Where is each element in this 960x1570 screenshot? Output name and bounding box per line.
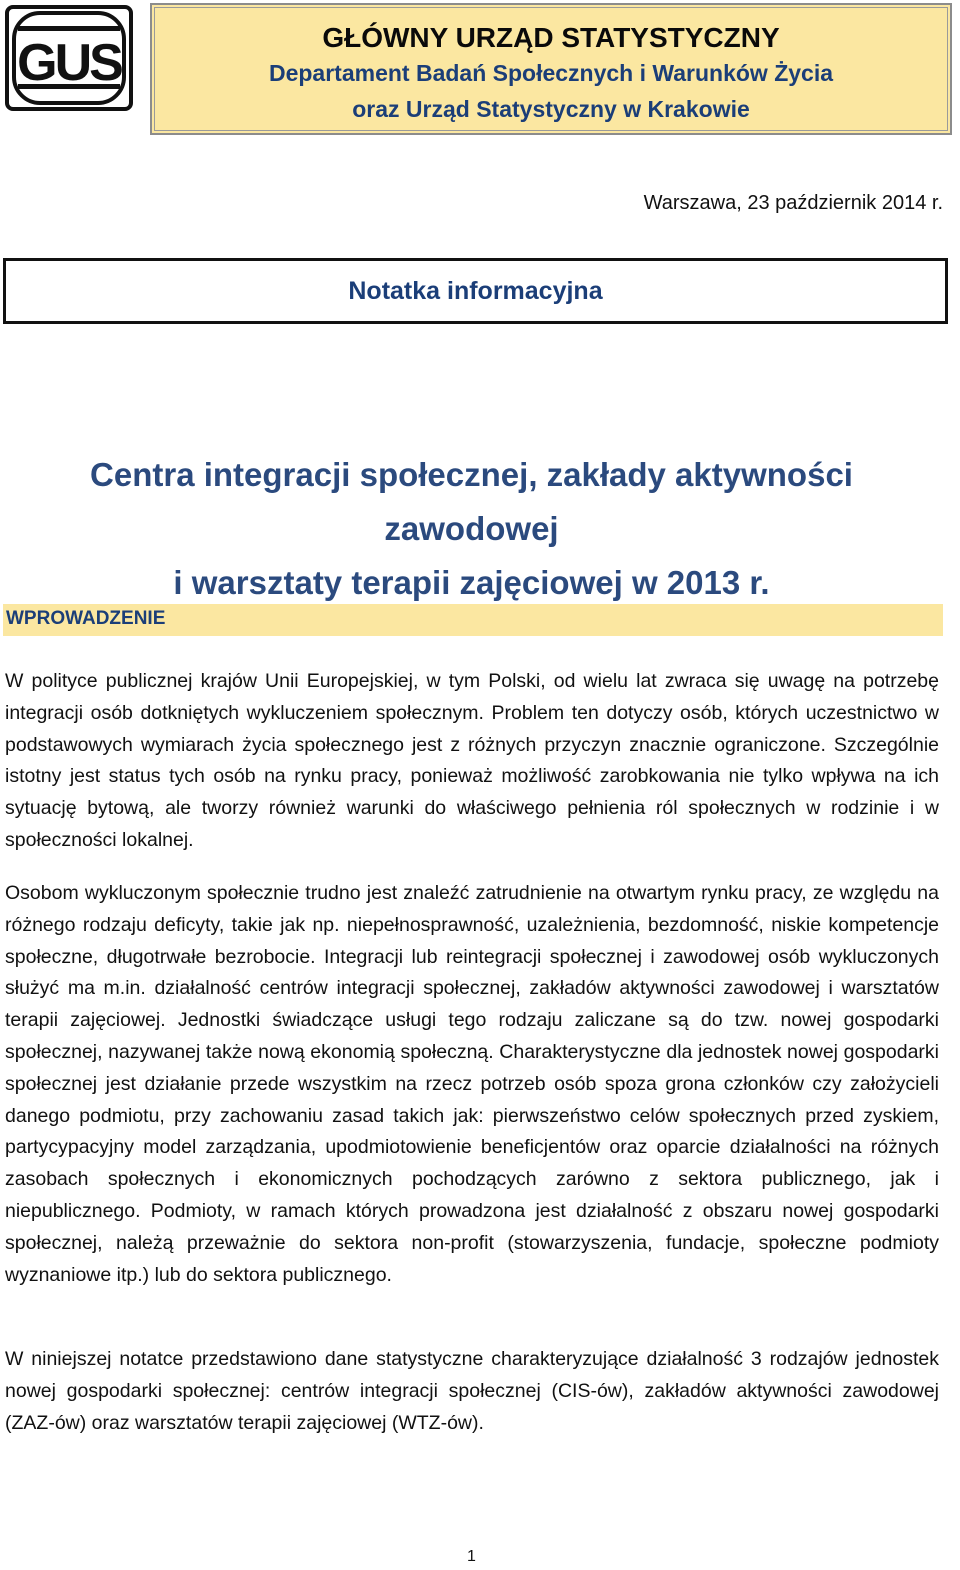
document-title-line2: i warsztaty terapii zajęciowej w 2013 r. [173,564,770,601]
gus-logo-icon [4,4,134,112]
section-heading: WPROWADZENIE [3,604,943,636]
document-title [0,448,943,610]
document-date: Warszawa, 23 październik 2014 r. [643,192,943,214]
logo-text: GUS [17,34,121,92]
header-subtitle-line2: oraz Urząd Statystyczny w Krakowie [352,96,750,122]
page-number: 1 [467,1548,476,1565]
header-title: GŁÓWNY URZĄD STATYSTYCZNY [322,22,780,53]
document-title-line1: Centra integracji społecznej, zakłady aktywności zawodowej [90,456,853,547]
header-subtitle-line1: Departament Badań Społecznych i Warunków Życia [268,60,834,86]
note-label: Notatka informacyjna [3,258,948,324]
header-banner [150,3,952,135]
paragraph-1: W polityce publicznej krajów Unii Europejskiej, w tym Polski, od wielu lat zwraca się uwagę na potrzebę integracji osób dotkniętych wykluczeniem społecznym. Problem ten dotyczy osób, których uczestnictwo w podstawowych wymiarach życia społecznego jest z różnych przyczyn znacznie ograniczone. Szczególnie istotny jest status tych osób na rynku pracy, ponieważ możliwość zarobkowania nie tylko wpływa na ich sytuację bytową, ale tworzy również warunki do właściwego pełnienia ról społecznych w rodzinie i w społeczności lokalnej. [5,670,939,851]
paragraph-2: Osobom wykluczonym społecznie trudno jest znaleźć zatrudnienie na otwartym rynku pracy, ze względu na różnego rodzaju deficyty, takie jak np. niepełnosprawność, uzależnienia, bezdomność, niskie kompetencje społeczne, długotrwałe bezrobocie. Integracji lub reintegracji społecznej i zawodowej osób wykluczonych służyć ma m.in. działalność centrów integracji społecznej, zakładów aktywności zawodowej i warsztatów terapii zajęciowej. Jednostki świadczące usługi tego rodzaju zaliczane są do tzw. nowej gospodarki społecznej, nazywanej także nową ekonomią społeczną. Charakterystyczne dla jednostek nowej gospodarki społecznej jest działanie przede wszystkim na rzecz potrzeb osób spoza grona członków czy założycieli danego podmiotu, przy zachowaniu zasad takich jak: pierwszeństwo celów społecznych przed zyskiem, partycypacyjny model zarządzania, upodmiotowienie beneficjentów oraz oparcie działalności na różnych zasobach społecznych i ekonomicznych pochodzących zarówno z sektora publicznego, jak i niepublicznego. Podmioty, w ramach których prowadzona jest działalność z obszaru nowej gospodarki społecznej, należą przeważnie do sektora non-profit (stowarzyszenia, fundacje, społeczne podmioty wyznaniowe itp.) lub do sektora publicznego. [5,882,939,1286]
paragraph-3: W niniejszej notatce przedstawiono dane statystyczne charakteryzujące działalność 3 rodzajów jednostek nowej gospodarki społecznej: centrów integracji społecznej (CIS-ów), zakładów aktywności zawodowej (ZAZ-ów) oraz warsztatów terapii zajęciowej (WTZ-ów). [5,1348,939,1434]
